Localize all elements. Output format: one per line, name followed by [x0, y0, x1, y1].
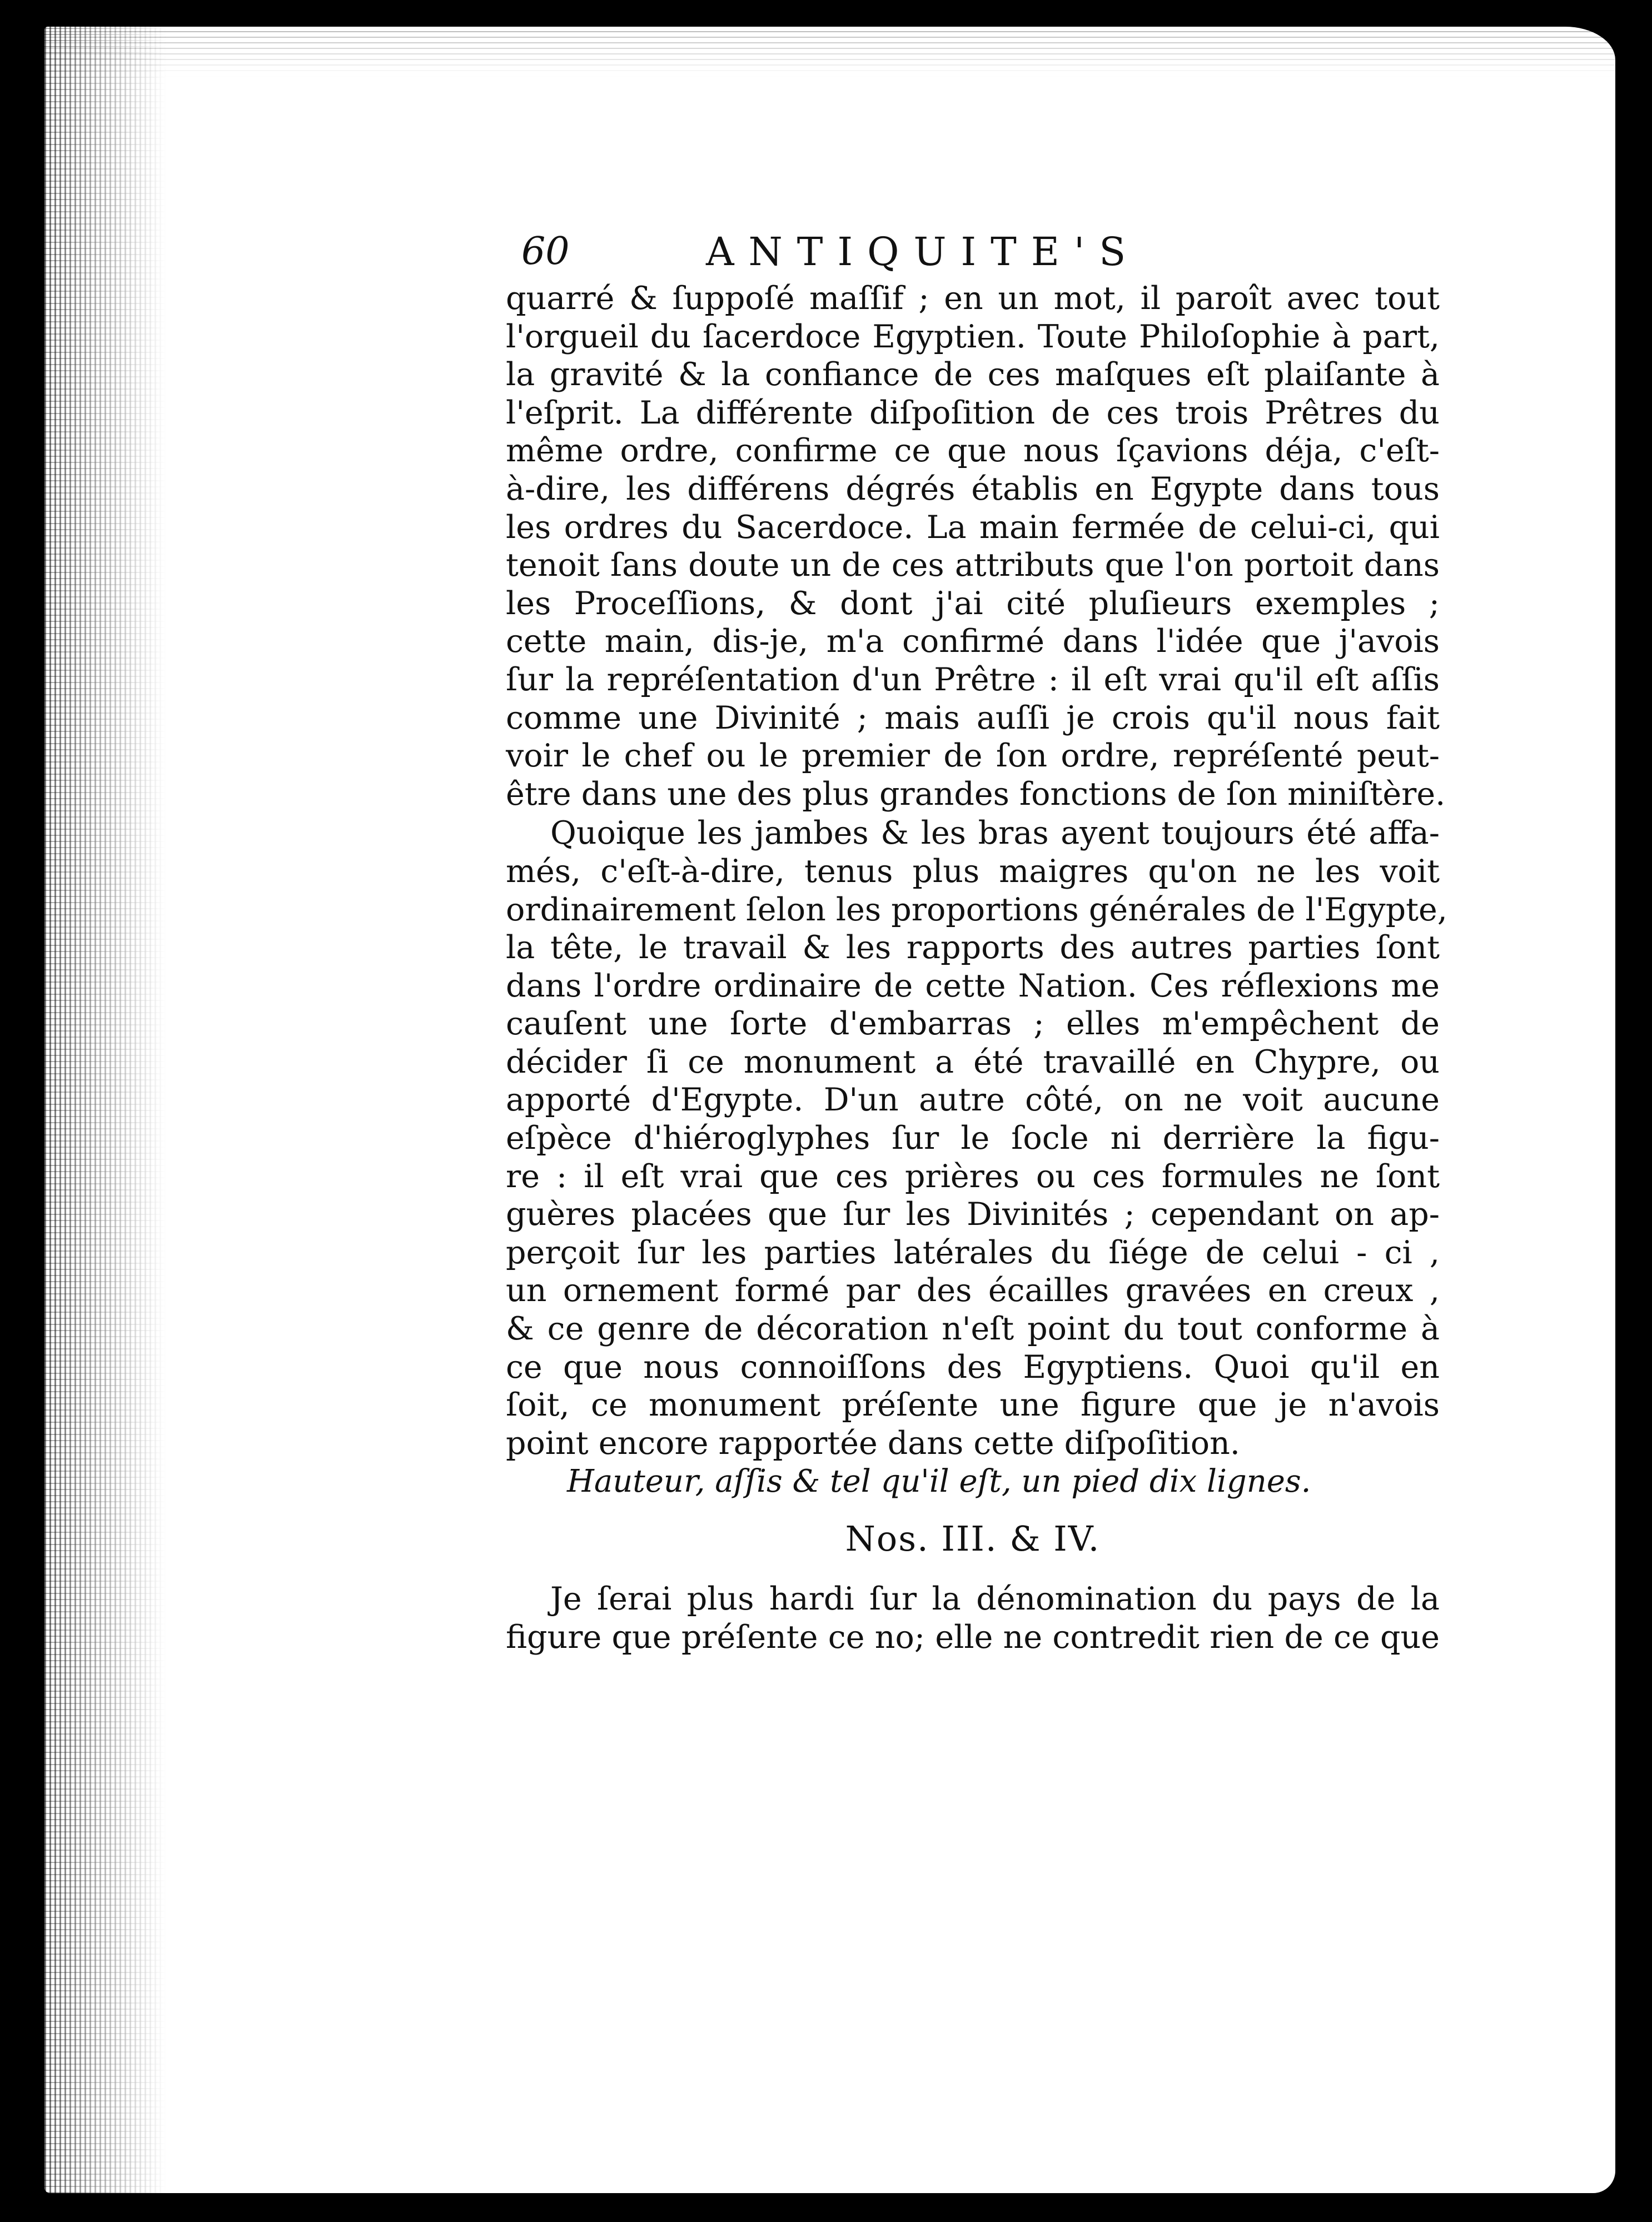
- text-line: même ordre, confirme ce que nous ſçavions déja, c'eſt-: [506, 432, 1440, 470]
- text-line: cauſent une ſorte d'embarras ; elles m'empêchent de: [506, 1005, 1440, 1043]
- text-line: més, c'eſt-à-dire, tenus plus maigres qu'on ne les voit: [506, 853, 1440, 890]
- text-line: l'orgueil du ſacerdoce Egyptien. Toute Philoſophie à part,: [506, 318, 1440, 355]
- text-line: ſoit, ce monument préſente une figure que je n'avois: [506, 1387, 1440, 1424]
- scan-edge-noise: [44, 27, 167, 2193]
- section-heading: Nos. III. & IV.: [845, 1518, 1101, 1560]
- text-line: cette main, dis-je, m'a confirmé dans l'idée que j'avois: [506, 623, 1440, 660]
- text-line: Je ſerai plus hardi ſur la dénomination du pays de la: [550, 1581, 1440, 1618]
- text-line: Quoique les jambes & les bras ayent toujours été affa-: [550, 815, 1440, 852]
- text-line: quarré & ſuppoſé maſſif ; en un mot, il paroît avec tout: [506, 280, 1440, 317]
- text-line: l'eſprit. La différente diſpoſition de ces trois Prêtres du: [506, 394, 1440, 431]
- text-line: perçoit ſur les parties latérales du ſiége de celui - ci ,: [506, 1234, 1440, 1271]
- text-line: & ce genre de décoration n'eſt point du tout conforme à: [506, 1311, 1440, 1348]
- text-line: dans l'ordre ordinaire de cette Nation. Ces réflexions me: [506, 967, 1440, 1004]
- paragraph-1: [506, 280, 1446, 813]
- text-line: les Proceſſions, & dont j'ai cité pluſieurs exemples ;: [506, 585, 1440, 622]
- dimension-caption: Hauteur, aſſis & tel qu'il eſt, un pied dix lignes.: [567, 1463, 1311, 1500]
- scan-top-noise: [44, 27, 1615, 77]
- text-line: figure que préſente ce no; elle ne contredit rien de ce que: [506, 1619, 1440, 1656]
- text-line: re : il eſt vrai que ces prières ou ces formules ne ſont: [506, 1158, 1440, 1195]
- text-line: la gravité & la confiance de ces maſques eſt plaiſante à: [506, 356, 1440, 393]
- text-line: eſpèce d'hiéroglyphes ſur le ſocle ni derrière la figu-: [506, 1120, 1440, 1157]
- text-line: ſur la repréſentation d'un Prêtre : il eſt vrai qu'il eſt aſſis: [506, 661, 1440, 698]
- text-line: guères placées que ſur les Divinités ; cependant on ap-: [506, 1196, 1440, 1233]
- text-line: les ordres du Sacerdoce. La main fermée de celui-ci, qui: [506, 509, 1440, 546]
- paragraph-3: [506, 1580, 1440, 1656]
- text-line: comme une Divinité ; mais auſſi je crois qu'il nous fait: [506, 699, 1440, 736]
- book-page: [44, 27, 1615, 2193]
- text-line: la tête, le travail & les rapports des autres parties ſont: [506, 929, 1440, 966]
- running-head: [506, 224, 1440, 280]
- text-line: ordinairement ſelon les proportions générales de l'Egypte,: [506, 891, 1447, 928]
- text-line: apporté d'Egypte. D'un autre côté, on ne voit aucune: [506, 1082, 1440, 1119]
- page-number: 60: [521, 230, 570, 273]
- running-title: ANTIQUITE'S: [706, 229, 1141, 275]
- text-line: tenoit ſans doute un de ces attributs que l'on portoit dans: [506, 547, 1440, 584]
- text-line: être dans une des plus grandes fonctions de ſon miniſtère.: [506, 775, 1446, 813]
- text-line: décider ſi ce monument a été travaillé en Chypre, ou: [506, 1043, 1440, 1080]
- text-line: point encore rapportée dans cette diſpoſition.: [506, 1424, 1240, 1462]
- text-line: voir le chef ou le premier de ſon ordre, repréſenté peut-: [506, 738, 1440, 775]
- text-line: ce que nous connoiſſons des Egyptiens. Quoi qu'il en: [506, 1348, 1440, 1386]
- text-line: un ornement formé par des écailles gravées en creux ,: [506, 1272, 1440, 1309]
- text-block: [506, 224, 1447, 1657]
- text-line: à-dire, les différens dégrés établis en Egypte dans tous: [506, 470, 1440, 507]
- paragraph-2: [506, 814, 1447, 1462]
